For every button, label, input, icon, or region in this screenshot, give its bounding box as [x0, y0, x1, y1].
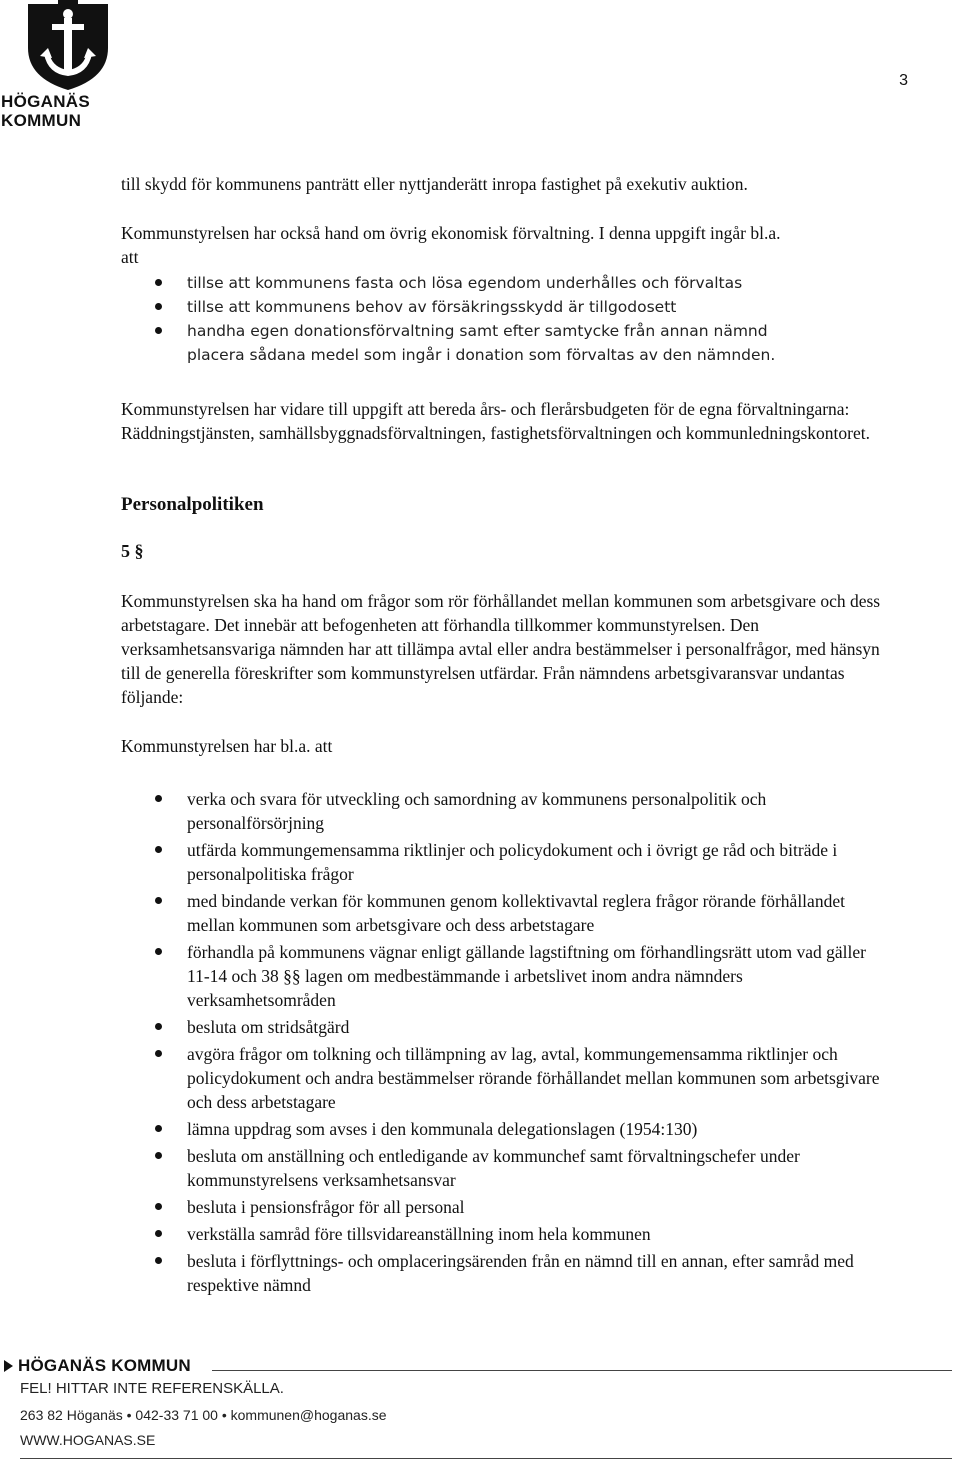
list-item: med bindande verkan för kommunen genom kollektivavtal reglera frågor rörande förhållandet mellan kommunen som arbetsgivare och dess arbetstagare [121, 889, 881, 937]
anchor-shield-icon [18, 0, 118, 92]
bullet-icon [155, 303, 162, 310]
footer-org-name: HÖGANÄS KOMMUN [18, 1356, 191, 1375]
footer-website-link[interactable]: WWW.HOGANAS.SE [20, 1432, 156, 1448]
list-item: besluta i pensionsfrågor för all personal [121, 1195, 881, 1219]
bullet-icon [155, 1023, 162, 1030]
list-item: handha egen donationsförvaltning samt efter samtycke från annan nämnd placera sådana medel som ingår i donation som förvaltas av den nämnden. [121, 319, 881, 367]
list-item: tillse att kommunens fasta och lösa egendom underhålles och förvaltas [121, 271, 881, 295]
bullet-icon [155, 1257, 162, 1264]
footer-address: 263 82 Höganäs • 042-33 71 00 • kommunen@hoganas.se [20, 1407, 387, 1423]
footer-reference-error: FEL! HITTAR INTE REFERENSKÄLLA. [20, 1380, 284, 1397]
bullet-icon [155, 279, 162, 286]
logo-line-1: HÖGANÄS [1, 92, 90, 111]
logo-wordmark [1, 92, 121, 130]
list-item: tillse att kommunens behov av försäkringsskydd är tillgodosett [121, 295, 881, 319]
bullet-icon [155, 795, 162, 802]
personnel-duties-list [121, 787, 881, 1297]
asset-duties-list [121, 271, 881, 367]
bullet-icon [155, 1230, 162, 1237]
list-item: besluta i förflyttnings- och omplaceringsärenden från en nämnd till en annan, efter samråd med respektive nämnd [121, 1249, 881, 1297]
section-heading: Personalpolitiken [121, 494, 264, 515]
bullet-icon [155, 1152, 162, 1159]
page-number: 3 [899, 72, 908, 89]
list-item: besluta om stridsåtgärd [121, 1015, 881, 1039]
intro-para-line2: att [121, 247, 139, 267]
list-item: verka och svara för utveckling och samordning av kommunens personalpolitik och personalförsörjning [121, 787, 881, 835]
bullet-icon [155, 1203, 162, 1210]
bullet-icon [155, 1050, 162, 1057]
list-item: utfärda kommungemensamma riktlinjer och policydokument och i övrigt ge råd och biträde i personalpolitiska frågor [121, 838, 881, 886]
duties-lead: Kommunstyrelsen har bl.a. att [121, 736, 333, 756]
budget-paragraph: Kommunstyrelsen har vidare till uppgift att bereda års- och flerårsbudgeten för de egna förvaltningarna: Räddningstjänsten, samhällsbyggnadsförvaltningen, fastighetsförvaltningen och kommunledningskontoret. [121, 399, 870, 443]
list-item: avgöra frågor om tolkning och tillämpning av lag, avtal, kommungemensamma riktlinjer och policydokument och andra bestämmelser rörande förhållandet mellan kommunen som arbetsgivare och dess arbetstagare [121, 1042, 881, 1114]
bullet-icon [155, 1125, 162, 1132]
bullet-icon [155, 846, 162, 853]
list-item: lämna uppdrag som avses i den kommunala delegationslagen (1954:130) [121, 1117, 881, 1141]
list-item: verkställa samråd före tillsvidareanställning inom hela kommunen [121, 1222, 881, 1246]
bullet-icon [155, 327, 162, 334]
personnel-paragraph: Kommunstyrelsen ska ha hand om frågor som rör förhållandet mellan kommunen som arbetsgivare och dess arbetstagare. Det innebär att befogenheten att förhandla tillkommer kommunstyrelsen. Den verksamhetsansvariga nämnden har att tillämpa avtal eller andra bestämmelser i personalfrågor, med hänsyn till de generella föreskrifter som kommunstyrelsen utfärdar. Från nämndens arbetsgivaransvar undantas följande: [121, 591, 881, 707]
list-item: besluta om anställning och entledigande av kommunchef samt förvaltningschefer under kommunstyrelsens verksamhetsansvar [121, 1144, 881, 1192]
intro-para-line1: Kommunstyrelsen har också hand om övrig ekonomisk förvaltning. I denna uppgift ingår bl.a. [121, 223, 781, 243]
intro-line: till skydd för kommunens panträtt eller nyttjanderätt inropa fastighet på exekutiv auktion. [121, 174, 748, 194]
footer-bottom-divider [20, 1458, 952, 1459]
bullet-icon [155, 948, 162, 955]
arrow-right-icon [4, 1360, 13, 1372]
paragraph-number: 5 § [121, 541, 144, 561]
footer-divider [212, 1370, 952, 1371]
bullet-icon [155, 897, 162, 904]
logo-line-2: KOMMUN [1, 111, 82, 130]
list-item: förhandla på kommunens vägnar enligt gällande lagstiftning om förhandlingsrätt utom vad gäller 11-14 och 38 §§ lagen om medbestämmande i arbetslivet inom andra nämnders verksamhetsområden [121, 940, 881, 1012]
